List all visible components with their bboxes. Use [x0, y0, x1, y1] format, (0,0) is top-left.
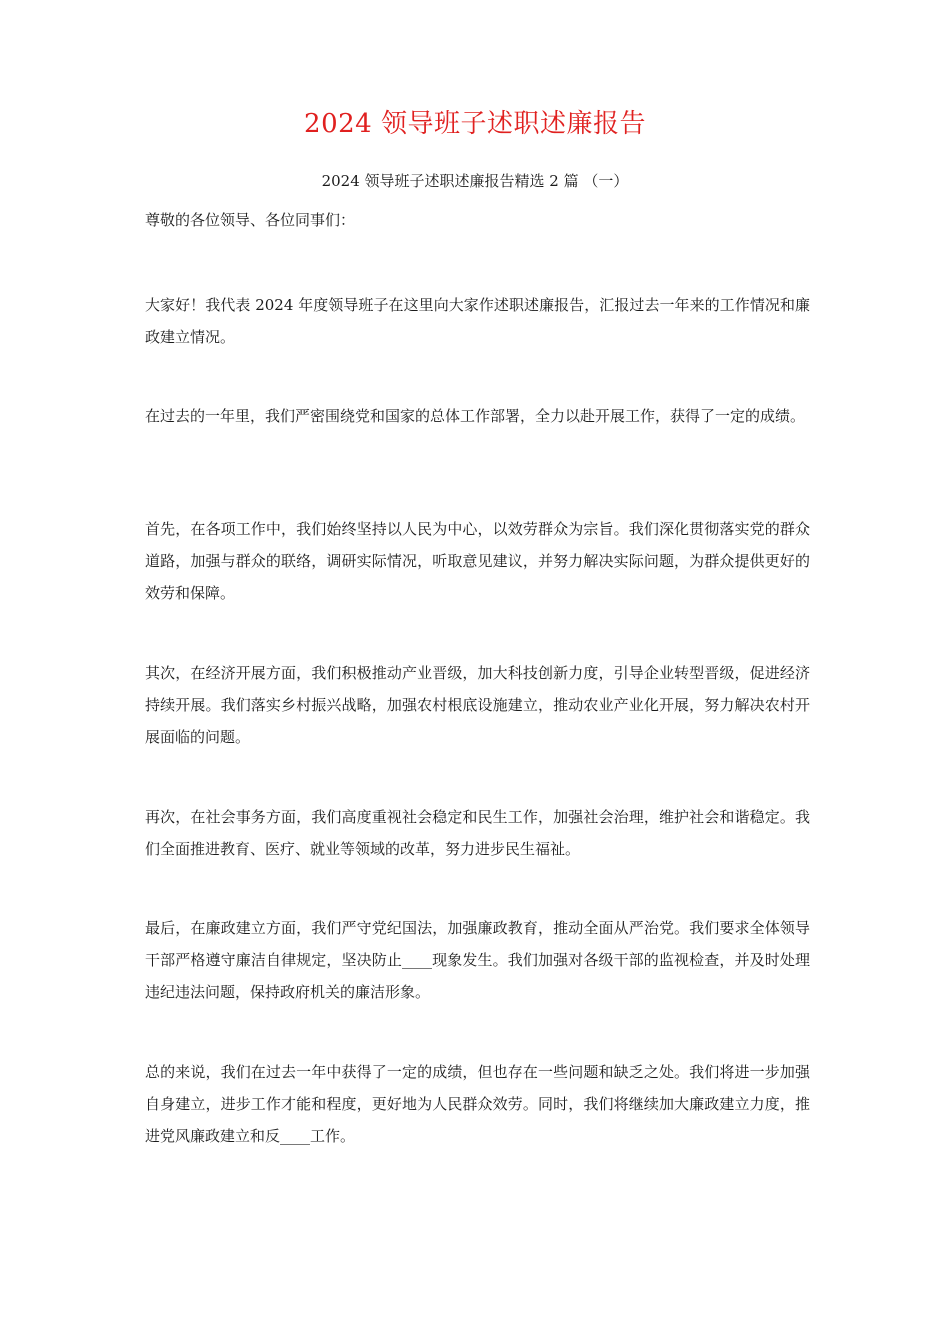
- paragraph-overview: 在过去的一年里，我们严密围绕党和国家的总体工作部署，全力以赴开展工作，获得了一定的成绩。: [145, 407, 806, 425]
- paragraph-summary: 总的来说，我们在过去一年中获得了一定的成绩，但也存在一些问题和缺乏之处。我们将进一步加强自身建立，进步工作才能和程度，更好地为人民群众效劳。同时，我们将继续加大廉政建立力度，推进党风廉政建立和反____工作。: [145, 1063, 810, 1145]
- paragraph-first: 首先，在各项工作中，我们始终坚持以人民为中心，以效劳群众为宗旨。我们深化贯彻落实党的群众道路，加强与群众的联络，调研实际情况，听取意见建议，并努力解决实际问题，为群众提供更好的效劳和保障。: [145, 520, 810, 602]
- greeting-line: 尊敬的各位领导、各位同事们：: [145, 211, 356, 229]
- paragraph-intro: 大家好！我代表 2024 年度领导班子在这里向大家作述职述廉报告，汇报过去一年来的工作情况和廉政建立情况。: [145, 296, 810, 346]
- paragraph-third: 再次，在社会事务方面，我们高度重视社会稳定和民生工作，加强社会治理，维护社会和谐稳定。我们全面推进教育、医疗、就业等领域的改革，努力进步民生福祉。: [145, 808, 810, 858]
- document-title: 2024 领导班子述职述廉报告: [304, 109, 646, 139]
- document-subtitle: 2024 领导班子述职述廉报告精选 2 篇 （一）: [321, 172, 629, 190]
- paragraph-last: 最后，在廉政建立方面，我们严守党纪国法，加强廉政教育，推动全面从严治党。我们要求全体领导干部严格遵守廉洁自律规定，坚决防止____现象发生。我们加强对各级干部的监视检查，并及时处理违纪违法问题，保持政府机关的廉洁形象。: [145, 919, 810, 1001]
- paragraph-second: 其次，在经济开展方面，我们积极推动产业晋级，加大科技创新力度，引导企业转型晋级，促进经济持续开展。我们落实乡村振兴战略，加强农村根底设施建立，推动农业产业化开展，努力解决农村开展面临的问题。: [145, 664, 810, 746]
